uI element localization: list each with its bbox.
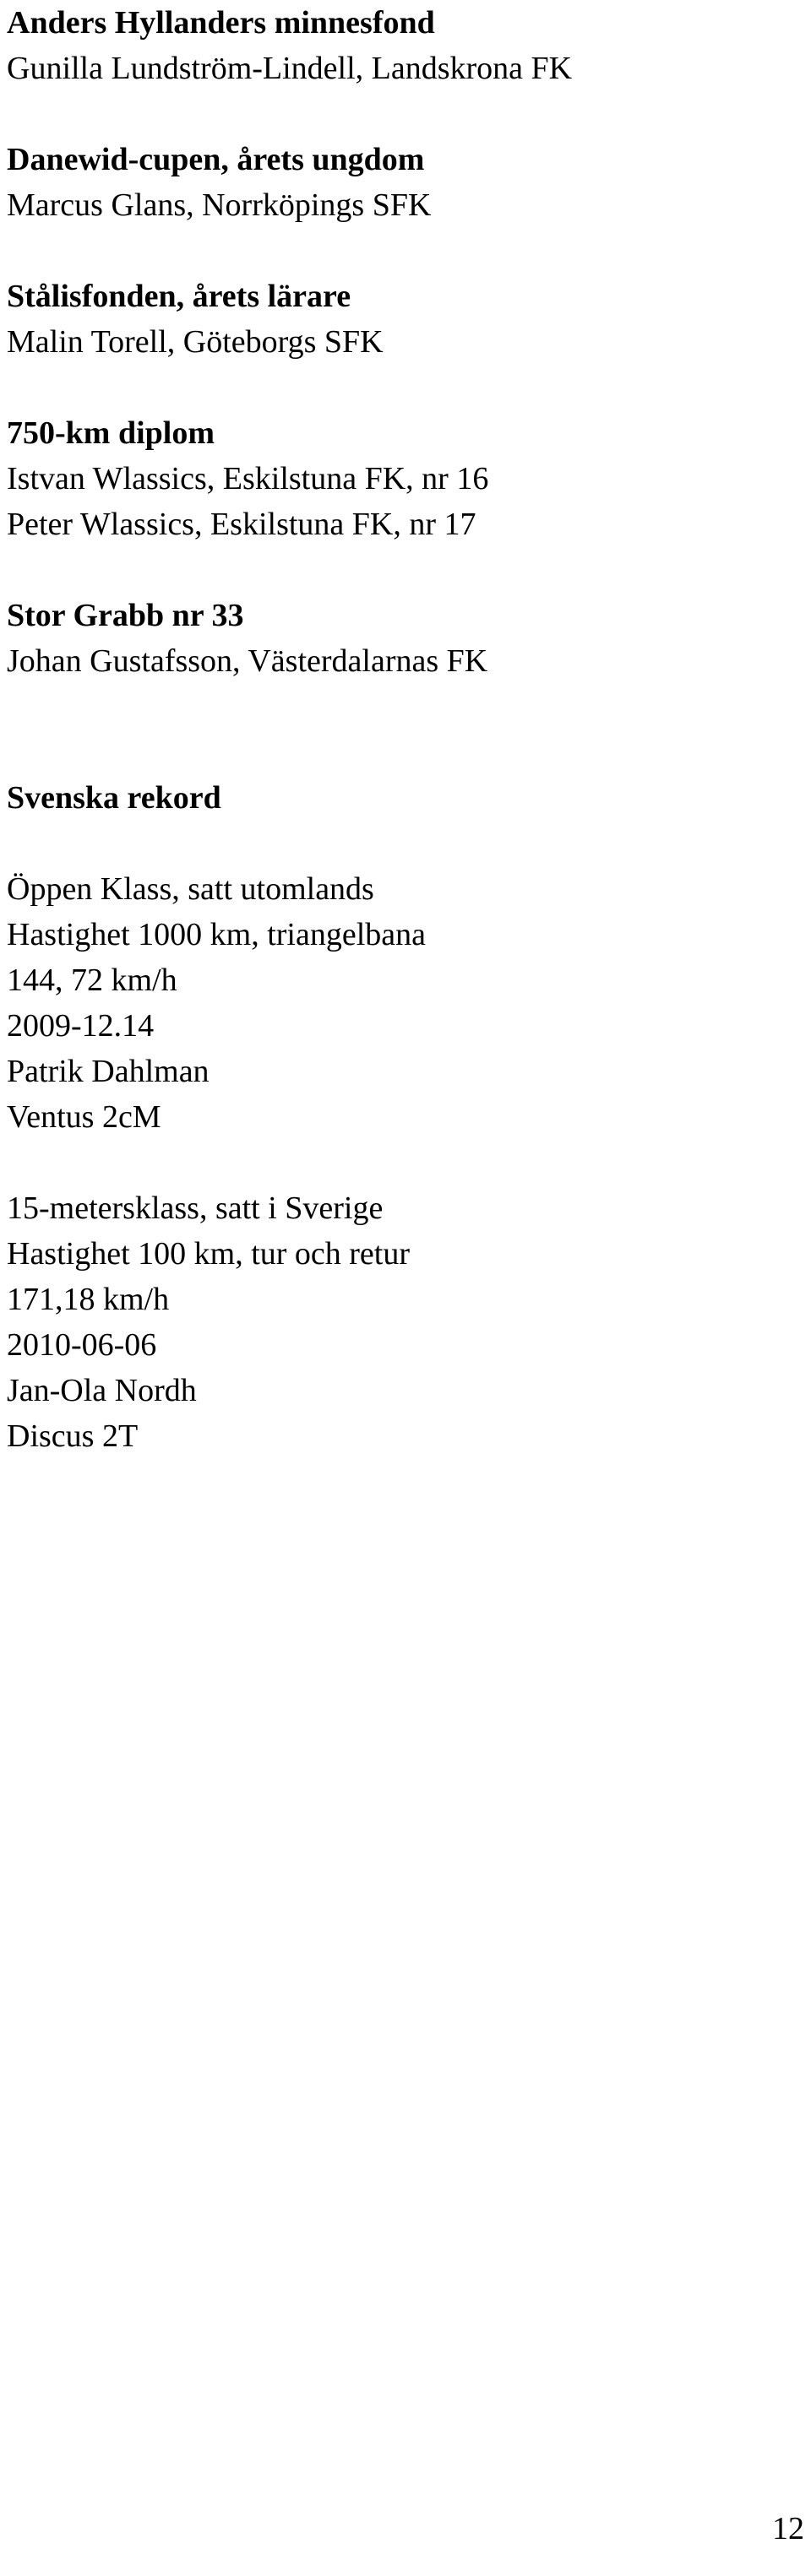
records-heading: Svenska rekord xyxy=(7,780,221,816)
award-title: 750-km diplom xyxy=(7,415,215,451)
award-stalisfonden xyxy=(7,274,801,365)
record-glider: Ventus 2cM xyxy=(7,1099,161,1135)
award-recipient: Peter Wlassics, Eskilstuna FK, nr 17 xyxy=(7,507,476,542)
page-number: 12 xyxy=(772,2511,804,2546)
record-entry xyxy=(7,866,801,1140)
document-page xyxy=(7,0,801,1505)
award-recipient: Istvan Wlassics, Eskilstuna FK, nr 16 xyxy=(7,461,489,496)
award-recipient: Marcus Glans, Norrköpings SFK xyxy=(7,187,432,223)
record-pilot: Jan-Ola Nordh xyxy=(7,1373,197,1408)
record-task: Hastighet 100 km, tur och retur xyxy=(7,1236,411,1272)
award-750-km-diplom xyxy=(7,410,801,547)
award-title: Stor Grabb nr 33 xyxy=(7,598,244,633)
record-entry xyxy=(7,1185,801,1459)
award-recipient: Johan Gustafsson, Västerdalarnas FK xyxy=(7,643,488,679)
record-task: Hastighet 1000 km, triangelbana xyxy=(7,917,426,952)
award-recipient: Malin Torell, Göteborgs SFK xyxy=(7,324,384,360)
award-anders-hyllanders-minnesfond xyxy=(7,0,801,91)
record-speed: 171,18 km/h xyxy=(7,1282,170,1317)
award-danewid-cupen xyxy=(7,137,801,228)
record-date: 2009-12.14 xyxy=(7,1008,155,1044)
award-title: Anders Hyllanders minnesfond xyxy=(7,5,435,41)
record-speed: 144, 72 km/h xyxy=(7,963,177,998)
record-date: 2010-06-06 xyxy=(7,1327,157,1363)
record-class: 15-metersklass, satt i Sverige xyxy=(7,1190,384,1226)
award-stor-grabb xyxy=(7,593,801,684)
award-title: Danewid-cupen, årets ungdom xyxy=(7,142,425,177)
record-glider: Discus 2T xyxy=(7,1418,139,1454)
record-class: Öppen Klass, satt utomlands xyxy=(7,871,374,907)
award-title: Stålisfonden, årets lärare xyxy=(7,279,351,314)
record-pilot: Patrik Dahlman xyxy=(7,1054,210,1089)
award-recipient: Gunilla Lundström-Lindell, Landskrona FK xyxy=(7,51,573,86)
